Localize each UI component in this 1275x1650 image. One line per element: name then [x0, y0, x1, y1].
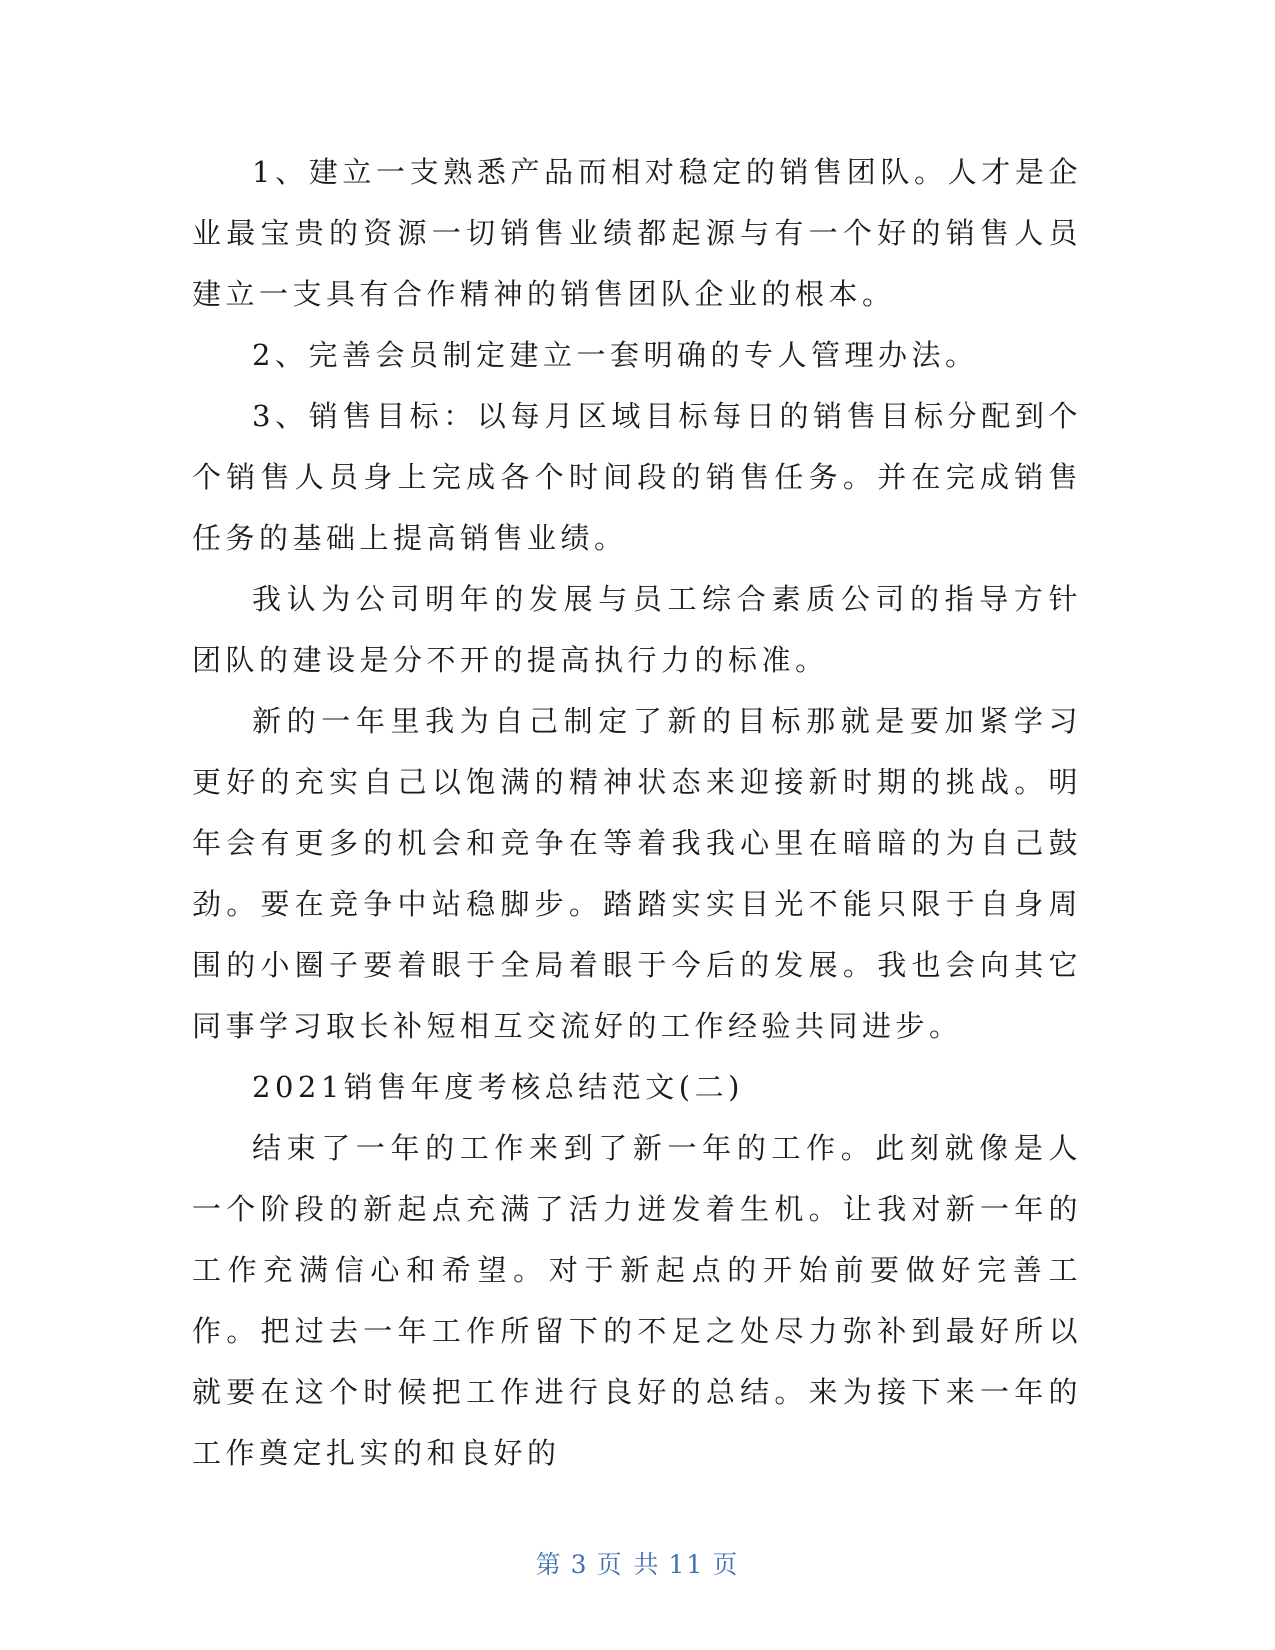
footer-prefix: 第	[535, 1550, 563, 1579]
footer-middle: 页 共	[596, 1550, 661, 1579]
paragraph-4: 我认为公司明年的发展与员工综合素质公司的指导方针团队的建设是分不开的提高执行力的标准。	[192, 582, 1082, 677]
footer-total-pages: 11	[668, 1550, 705, 1579]
paragraph-5: 新的一年里我为自己制定了新的目标那就是要加紧学习更好的充实自己以饱满的精神状态来迎接新时期的挑战。明年会有更多的机会和竞争在等着我我心里在暗暗的为自己鼓劲。要在竞争中站稳脚步。踏踏实实目光不能只限于自身周围的小圈子要着眼于全局着眼于今后的发展。我也会向其它同事学习取长补短相互交流好的工作经验共同进步。	[192, 704, 1082, 1043]
footer-current-page: 3	[570, 1550, 589, 1579]
section-heading: 2021销售年度考核总结范文(二)	[252, 1070, 744, 1104]
paragraph-3: 3、销售目标：以每月区域目标每日的销售目标分配到个个销售人员身上完成各个时间段的销售任务。并在完成销售任务的基础上提高销售业绩。	[192, 399, 1082, 555]
paragraph-2: 2、完善会员制定建立一套明确的专人管理办法。	[252, 338, 979, 372]
paragraph-1: 1、建立一支熟悉产品而相对稳定的销售团队。人才是企业最宝贵的资源一切销售业绩都起源与有一个好的销售人员建立一支具有合作精神的销售团队企业的根本。	[192, 155, 1082, 311]
page-footer	[0, 1545, 1275, 1581]
document-body	[192, 142, 1082, 1484]
paragraph-6: 结束了一年的工作来到了新一年的工作。此刻就像是人一个阶段的新起点充满了活力迸发着生机。让我对新一年的工作充满信心和希望。对于新起点的开始前要做好完善工作。把过去一年工作所留下的不足之处尽力弥补到最好所以就要在这个时候把工作进行良好的总结。来为接下来一年的工作奠定扎实的和良好的	[192, 1131, 1082, 1470]
footer-suffix: 页	[712, 1550, 740, 1579]
